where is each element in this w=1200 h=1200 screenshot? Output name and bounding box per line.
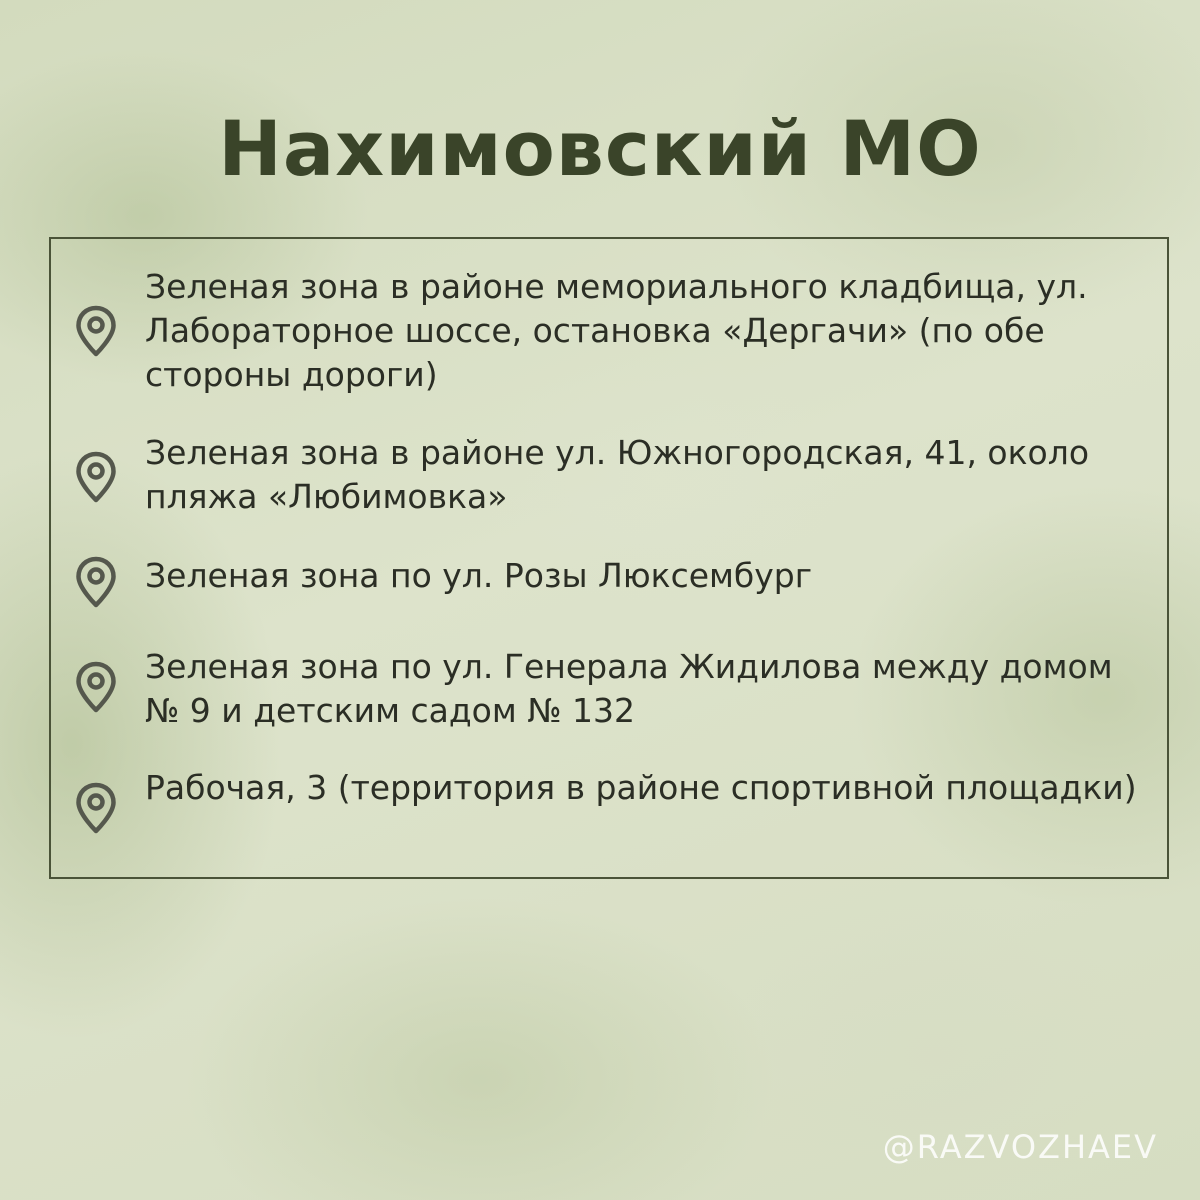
locations-list: [49, 237, 1169, 879]
location-pin-icon: [75, 661, 117, 713]
watermark: @RAZVOZHAEV: [882, 1128, 1158, 1166]
location-pin-icon: [75, 556, 117, 608]
location-pin-icon: [75, 451, 117, 503]
item-text: Рабочая, 3 (территория в районе спортивной площадки): [145, 768, 1137, 807]
item-text: Зеленая зона в районе ул. Южногородская, 41, около пляжа «Любимовка»: [145, 433, 1090, 516]
item-text: Зеленая зона по ул. Генерала Жидилова между домом № 9 и детским садом № 132: [145, 647, 1113, 730]
item-text: Зеленая зона в районе мемориального кладбища, ул. Лабораторное шоссе, остановка «Дергачи» (по обе стороны дороги): [145, 267, 1088, 394]
page-title: Нахимовский МО: [218, 104, 982, 193]
location-pin-icon: [75, 305, 117, 357]
location-pin-icon: [75, 782, 117, 834]
item-text: Зеленая зона по ул. Розы Люксембург: [145, 556, 813, 595]
